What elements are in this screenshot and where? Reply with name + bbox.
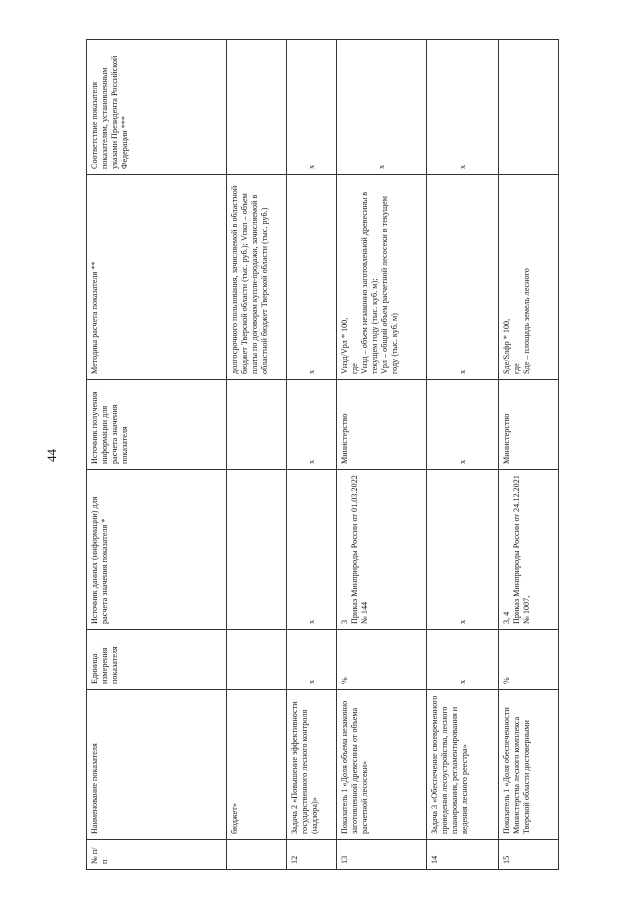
cell-unit <box>227 630 287 690</box>
cell-method: долгосрочного пользования, зачисляемой в областной бюджет Тверской области (тыс. руб.); Vпкп – объем платы по договорам купли-продажи, зачисляемой в областной бюджет Тверской области (тыс. руб.) <box>227 175 287 380</box>
cell-info-source: х <box>287 380 337 470</box>
header-num: № п/п <box>87 840 227 870</box>
cell-method: х <box>427 175 499 380</box>
cell-name: Задача 2 «Повышение эффективности государственного лесного контроля (надзора)» <box>287 690 337 840</box>
cell-unit: х <box>287 630 337 690</box>
cell-method: Sде/Sлфр * 100, где Sде – площадь земель лесного <box>499 175 559 380</box>
rotated-table-container <box>86 40 558 870</box>
cell-info-source: Министерство <box>337 380 427 470</box>
cell-method: х <box>287 175 337 380</box>
cell-compliance: х <box>287 40 337 175</box>
cell-sources: 3 Приказ Минприроды России от 01.03.2022 № 144 <box>337 470 427 630</box>
header-name: Наименование показателя <box>87 690 227 840</box>
header-info-source: Источник получения информации для расчета значения показателя <box>87 380 227 470</box>
cell-sources <box>227 470 287 630</box>
table-row <box>337 40 427 870</box>
table-row <box>499 40 559 870</box>
cell-name: Задача 3 «Обеспечение своевременного проведения лесоустройства, лесного планирования, регламентирования и ведения лесного реестра» <box>427 690 499 840</box>
cell-info-source: Министерство <box>499 380 559 470</box>
cell-num: 14 <box>427 840 499 870</box>
cell-num <box>227 840 287 870</box>
cell-unit: % <box>499 630 559 690</box>
cell-sources: х <box>287 470 337 630</box>
cell-compliance <box>499 40 559 175</box>
cell-info-source <box>227 380 287 470</box>
header-unit: Единица измерения показателя <box>87 630 227 690</box>
indicators-table <box>86 39 559 870</box>
cell-sources: 3, 4 Приказ Минприроды России от 24.12.2021 № 1007, <box>499 470 559 630</box>
header-sources: Источник данных (информации) для расчета значения показателя * <box>87 470 227 630</box>
cell-sources: х <box>427 470 499 630</box>
cell-num: 13 <box>337 840 427 870</box>
cell-name: бюджет» <box>227 690 287 840</box>
table-row <box>427 40 499 870</box>
cell-num: 15 <box>499 840 559 870</box>
cell-num: 12 <box>287 840 337 870</box>
cell-compliance: х <box>337 40 427 175</box>
cell-name: Показатель 1 «Доля обеспеченности Министерства лесного комплекса Тверской области достоверными <box>499 690 559 840</box>
cell-method: Vнзд/Vрл * 100, где Vнзд – объем незаконно заготовленной древесины в текущем году (тыс. куб. м); Vрл – общий объем расчетной лесосеки в текущем году (тыс. куб. м) <box>337 175 427 380</box>
header-compliance: Соответствие показателя показателям, установленным указами Президента Российской Федерации *** <box>87 40 227 175</box>
header-method: Методика расчета показателя ** <box>87 175 227 380</box>
table-header-row <box>87 40 227 870</box>
cell-unit: % <box>337 630 427 690</box>
cell-unit: х <box>427 630 499 690</box>
cell-info-source: х <box>427 380 499 470</box>
cell-compliance <box>227 40 287 175</box>
cell-compliance: х <box>427 40 499 175</box>
cell-name: Показатель 1 «Доля объема незаконно заготовленной древесины от объема расчетной лесосеки» <box>337 690 427 840</box>
table-row <box>227 40 287 870</box>
table-row <box>287 40 337 870</box>
page-number: 44 <box>44 449 59 462</box>
